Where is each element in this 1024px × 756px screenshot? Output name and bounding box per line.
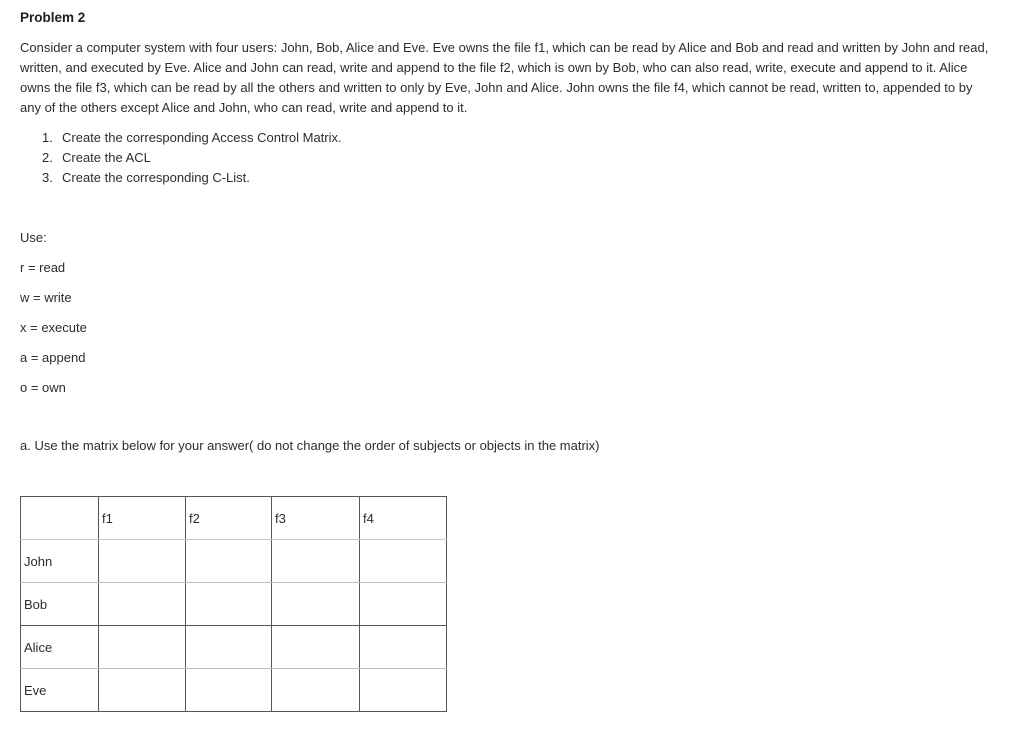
task-list [42, 128, 342, 188]
access-control-matrix [20, 496, 447, 712]
matrix-entry-cell[interactable] [272, 669, 360, 712]
matrix-instruction: a. Use the matrix below for your answer( do not change the order of subjects or objects in the matrix) [20, 438, 600, 453]
matrix-entry-cell[interactable] [99, 626, 186, 669]
task-number: 1. [42, 130, 53, 145]
legend-item-execute: x = execute [20, 320, 87, 335]
matrix-entry-cell[interactable] [99, 540, 186, 583]
matrix-entry-cell[interactable] [272, 626, 360, 669]
legend-item-own: o = own [20, 380, 66, 395]
task-number: 3. [42, 170, 53, 185]
task-number: 2. [42, 150, 53, 165]
matrix-entry-cell[interactable] [360, 669, 447, 712]
matrix-entry-cell[interactable] [186, 540, 272, 583]
matrix-subject-cell: John [21, 540, 99, 583]
matrix-row-eve [21, 669, 447, 712]
task-item [42, 128, 342, 148]
matrix-row-bob [21, 583, 447, 626]
legend-item-append: a = append [20, 350, 86, 365]
matrix-entry-cell[interactable] [99, 583, 186, 626]
matrix-entry-cell[interactable] [186, 669, 272, 712]
legend-item-write: w = write [20, 290, 72, 305]
task-text: Create the ACL [62, 150, 151, 165]
matrix-column-f3: f3 [272, 497, 360, 540]
task-item [42, 148, 342, 168]
matrix-entry-cell[interactable] [272, 583, 360, 626]
matrix-row-alice [21, 626, 447, 669]
matrix-subject-cell: Alice [21, 626, 99, 669]
matrix-header-row [21, 497, 447, 540]
matrix-entry-cell[interactable] [186, 583, 272, 626]
matrix-entry-cell[interactable] [99, 669, 186, 712]
problem-title: Problem 2 [20, 10, 86, 25]
matrix-entry-cell[interactable] [360, 626, 447, 669]
matrix-entry-cell[interactable] [186, 626, 272, 669]
matrix-subject-cell: Eve [21, 669, 99, 712]
matrix-corner-cell[interactable] [21, 497, 99, 540]
matrix-entry-cell[interactable] [272, 540, 360, 583]
task-item [42, 168, 342, 188]
legend-heading: Use: [20, 230, 47, 245]
matrix-column-f4: f4 [360, 497, 447, 540]
matrix-entry-cell[interactable] [360, 583, 447, 626]
matrix-row-john [21, 540, 447, 583]
matrix-column-f1: f1 [99, 497, 186, 540]
matrix-subject-cell: Bob [21, 583, 99, 626]
matrix-entry-cell[interactable] [360, 540, 447, 583]
legend-item-read: r = read [20, 260, 66, 275]
task-text: Create the corresponding Access Control Matrix. [62, 130, 342, 145]
task-text: Create the corresponding C-List. [62, 170, 250, 185]
problem-description: Consider a computer system with four users: John, Bob, Alice and Eve. Eve owns the file f1, which can be read by Alice and Bob and read and written by John and read, written, and executed by Eve. Alice and John can read, write and append to the file f2, which is own by Bob, who can also read, write, execute and append to it. Alice owns the file f3, which can be read by all the others and written to only by Eve, John and Alice. John owns the file f4, which cannot be read, written to, appended to by any of the others except Alice and John, who can read, write and append to it. [20, 40, 989, 115]
matrix-column-f2: f2 [186, 497, 272, 540]
